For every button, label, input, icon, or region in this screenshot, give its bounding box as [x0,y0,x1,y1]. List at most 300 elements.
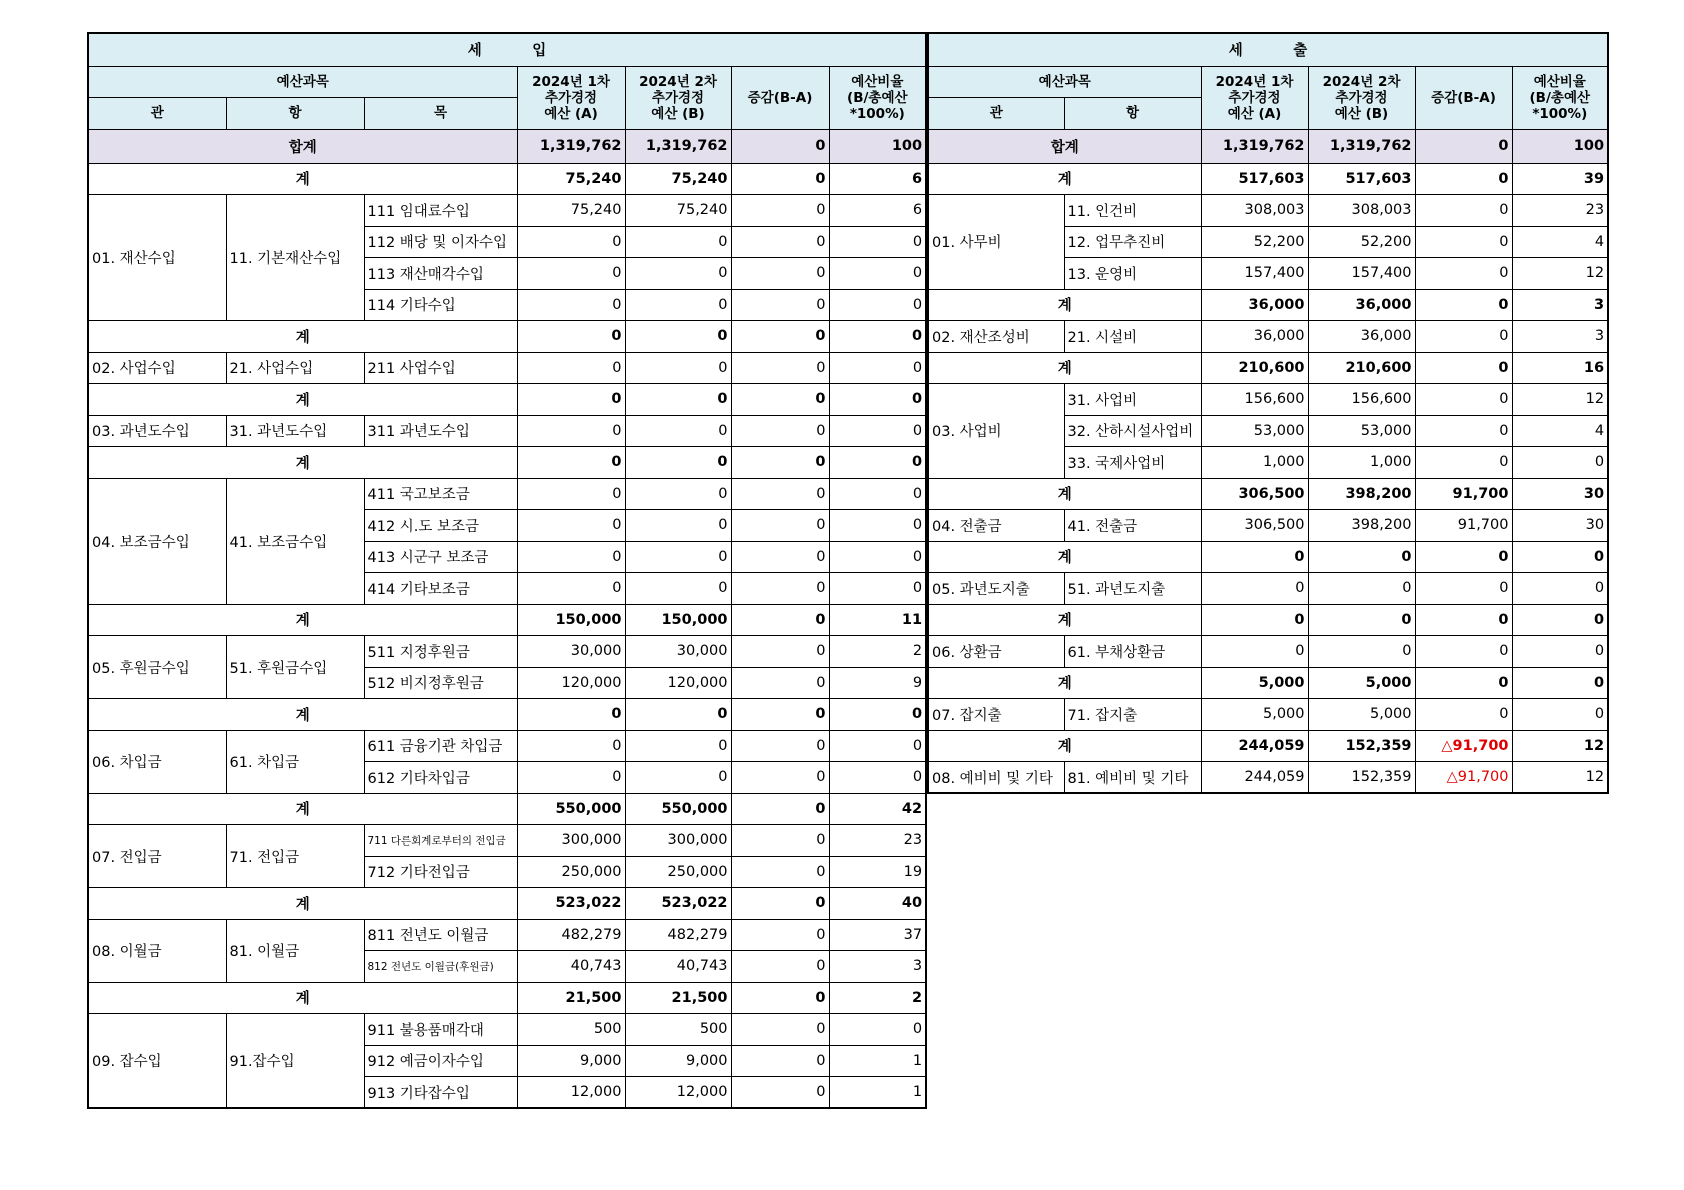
ratio-cell: 0 [1512,573,1608,605]
gwan-cell: 01. 사무비 [928,195,1064,290]
hang-cell: 91.잡수입 [226,1014,364,1109]
budget-b-cell: 0 [625,510,731,542]
budget-b-cell: 157,400 [1308,258,1415,290]
total-row [88,129,926,163]
ratio-cell: 0 [1512,699,1608,731]
budget-a-cell: 0 [1201,636,1308,668]
budget-b-cell: 0 [1308,573,1415,605]
table-row [928,573,1608,605]
diff-cell: 0 [731,919,829,951]
subtotal-row [88,699,926,731]
ratio-cell: 2 [829,982,926,1014]
budget-b-cell: 0 [1308,541,1415,573]
ratio-cell: 39 [1512,163,1608,195]
budget-b-cell: 0 [1308,604,1415,636]
gwan-cell: 09. 잡수입 [88,1014,226,1109]
ratio-cell: 12 [1512,730,1608,762]
budget-b-cell: 5,000 [1308,667,1415,699]
hang-cell: 51. 과년도지출 [1064,573,1201,605]
budget-b-cell: 1,000 [1308,447,1415,479]
diff-cell: 0 [1415,129,1512,163]
hang-cell: 11. 기본재산수입 [226,195,364,321]
diff-cell: 0 [731,1077,829,1109]
ratio-cell: 12 [1512,762,1608,794]
ratio-cell: 3 [1512,289,1608,321]
mok-cell: 311 과년도수입 [364,415,517,447]
budget-b-cell: 36,000 [1308,289,1415,321]
mok-cell: 512 비지정후원금 [364,667,517,699]
gwan-cell: 03. 과년도수입 [88,415,226,447]
budget-b-cell: 0 [625,415,731,447]
mok-cell: 113 재산매각수입 [364,258,517,290]
gwan-cell: 02. 사업수입 [88,352,226,384]
budget-b-cell: 152,359 [1308,762,1415,794]
budget-b-cell: 0 [625,762,731,794]
ratio-cell: 37 [829,919,926,951]
diff-cell: 0 [731,982,829,1014]
budget-a-cell: 306,500 [1201,510,1308,542]
diff-cell: 0 [1415,321,1512,353]
hang-cell: 32. 산하시설사업비 [1064,415,1201,447]
ratio-cell: 42 [829,793,926,825]
ratio-cell: 0 [1512,636,1608,668]
ratio-cell: 2 [829,636,926,668]
ratio-cell: 0 [829,415,926,447]
subtotal-row [928,730,1608,762]
ratio-cell: 0 [829,541,926,573]
budget-a-cell: 157,400 [1201,258,1308,290]
table-row [88,730,926,762]
ratio-cell: 6 [829,195,926,227]
budget-b-cell: 75,240 [625,163,731,195]
table-row [928,762,1608,794]
budget-a-cell: 523,022 [517,888,625,920]
table-row [928,510,1608,542]
budget-a-cell: 12,000 [517,1077,625,1109]
subtotal-row [88,163,926,195]
ratio-cell: 0 [829,699,926,731]
diff-cell: 91,700 [1415,478,1512,510]
mok-cell: 111 임대료수입 [364,195,517,227]
budget-a-cell: 0 [517,541,625,573]
diff-cell: 0 [1415,384,1512,416]
subtotal-row [928,289,1608,321]
mok-cell: 612 기타차입금 [364,762,517,794]
mok-cell: 912 예금이자수입 [364,1045,517,1077]
ratio-cell: 0 [829,321,926,353]
table-row [928,321,1608,353]
budget-b-cell: 9,000 [625,1045,731,1077]
budget-a-cell: 244,059 [1201,730,1308,762]
budget-b-cell: 1,319,762 [1308,129,1415,163]
budget-b-cell: 300,000 [625,825,731,857]
ratio-cell: 4 [1512,415,1608,447]
budget-b-cell: 0 [625,478,731,510]
expense-table [927,32,1609,794]
mok-header: 목 [364,98,517,130]
budget-a-cell: 0 [517,573,625,605]
gwan-cell: 06. 차입금 [88,730,226,793]
budget-b-cell: 0 [625,447,731,479]
ratio-cell: 1 [829,1045,926,1077]
budget-a-cell: 0 [1201,541,1308,573]
diff-cell: 0 [1415,573,1512,605]
hang-cell: 21. 사업수입 [226,352,364,384]
diff-cell: 0 [731,195,829,227]
subtotal-label: 계 [88,982,517,1014]
diff-cell: 0 [1415,226,1512,258]
budget-a-cell: 53,000 [1201,415,1308,447]
budget-a-cell: 150,000 [517,604,625,636]
subtotal-label: 계 [928,289,1201,321]
diff-cell: 0 [1415,258,1512,290]
ratio-cell: 0 [829,573,926,605]
diff-cell: 0 [1415,447,1512,479]
diff-cell: 0 [731,1014,829,1046]
mok-cell: 413 시군구 보조금 [364,541,517,573]
diff-cell: 0 [731,415,829,447]
ratio-cell: 12 [1512,258,1608,290]
budget-a-cell: 1,319,762 [517,129,625,163]
budget-b-cell: 550,000 [625,793,731,825]
mok-cell: 711 다른회계로부터의 전입금 [364,825,517,857]
expense-title: 세 출 [928,33,1608,66]
ratio-cell: 0 [1512,447,1608,479]
budget-a-cell: 1,000 [1201,447,1308,479]
subtotal-row [928,667,1608,699]
ratio-cell: 100 [829,129,926,163]
diff-cell: 0 [731,888,829,920]
diff-cell: 0 [731,793,829,825]
table-row [88,919,926,951]
budget-b-cell: 152,359 [1308,730,1415,762]
subtotal-row [928,604,1608,636]
budget-a-cell: 517,603 [1201,163,1308,195]
ratio-cell: 0 [1512,667,1608,699]
subtotal-label: 계 [928,604,1201,636]
table-row [88,478,926,510]
subtotal-row [928,352,1608,384]
budget-a-cell: 21,500 [517,982,625,1014]
gwan-cell: 01. 재산수입 [88,195,226,321]
budget-b-cell: 0 [625,321,731,353]
budget-a-cell: 5,000 [1201,699,1308,731]
income-table [87,32,927,1109]
subtotal-label: 계 [928,730,1201,762]
gwan-cell: 05. 과년도지출 [928,573,1064,605]
table-row [88,636,926,668]
budget-a-cell: 250,000 [517,856,625,888]
hang-cell: 51. 후원금수입 [226,636,364,699]
budget-b-cell: 156,600 [1308,384,1415,416]
mok-cell: 411 국고보조금 [364,478,517,510]
budget-a-cell: 9,000 [517,1045,625,1077]
budget-a-cell: 0 [517,762,625,794]
hang-cell: 41. 보조금수입 [226,478,364,604]
subtotal-label: 계 [928,478,1201,510]
budget-b-cell: 21,500 [625,982,731,1014]
diff-cell: 0 [731,636,829,668]
subtotal-row [88,321,926,353]
budget-a-cell: 40,743 [517,951,625,983]
mok-cell: 414 기타보조금 [364,573,517,605]
expense-title-row [928,33,1608,66]
diff-cell: 0 [1415,289,1512,321]
ratio-cell: 0 [829,1014,926,1046]
budget-a-cell: 0 [517,226,625,258]
ratio-cell: 0 [829,289,926,321]
ratio-cell: 9 [829,667,926,699]
hang-cell: 81. 예비비 및 기타 [1064,762,1201,794]
hang-cell: 41. 전출금 [1064,510,1201,542]
diff-cell: 0 [1415,604,1512,636]
diff-cell: 0 [731,289,829,321]
hang-cell: 33. 국제사업비 [1064,447,1201,479]
subtotal-label: 계 [928,541,1201,573]
mok-cell: 712 기타전입금 [364,856,517,888]
diff-cell: 0 [731,573,829,605]
hang-cell: 61. 부채상환금 [1064,636,1201,668]
diff-cell: 0 [1415,667,1512,699]
ratio-cell: 6 [829,163,926,195]
ratio-cell: 11 [829,604,926,636]
budget-a-cell: 300,000 [517,825,625,857]
diff-cell: 0 [731,129,829,163]
subtotal-label: 계 [88,604,517,636]
gwan-header: 관 [928,98,1064,130]
subtotal-label: 계 [88,163,517,195]
budget-b-cell: 517,603 [1308,163,1415,195]
diff-cell: 0 [731,825,829,857]
ratio-cell: 3 [829,951,926,983]
budget-b-cell: 120,000 [625,667,731,699]
hang-header: 항 [226,98,364,130]
budget-a-cell: 244,059 [1201,762,1308,794]
diff-cell: 0 [731,604,829,636]
hang-cell: 21. 시설비 [1064,321,1201,353]
budget-b-cell: 150,000 [625,604,731,636]
budget-b-cell: 250,000 [625,856,731,888]
budget-b-cell: 482,279 [625,919,731,951]
budget-a-cell: 0 [517,321,625,353]
budget-a-cell: 0 [517,699,625,731]
diff-cell: 0 [731,258,829,290]
budget-a-cell: 0 [517,352,625,384]
subtotal-label: 계 [928,352,1201,384]
income-title: 세 입 [88,33,926,66]
budget-a-cell: 0 [517,730,625,762]
subtotal-label: 계 [928,667,1201,699]
budget-a-cell: 0 [517,478,625,510]
budget-b-cell: 398,200 [1308,510,1415,542]
subtotal-row [928,541,1608,573]
hang-cell: 31. 과년도수입 [226,415,364,447]
subtotal-row [88,447,926,479]
mok-cell: 114 기타수입 [364,289,517,321]
hang-cell: 13. 운영비 [1064,258,1201,290]
table-row [88,415,926,447]
total-label: 합계 [928,129,1201,163]
hang-cell: 11. 인건비 [1064,195,1201,227]
mok-cell: 211 사업수입 [364,352,517,384]
budget-a-cell: 306,500 [1201,478,1308,510]
gwan-cell: 07. 잡지출 [928,699,1064,731]
subject-header: 예산과목 [88,66,517,98]
subtotal-row [88,793,926,825]
subtotal-label: 계 [88,447,517,479]
budget-b-header: 2024년 2차 추가경정 예산 (B) [1308,66,1415,129]
mok-cell: 913 기타잡수입 [364,1077,517,1109]
diff-cell: 91,700 [1415,510,1512,542]
budget-b-cell: 0 [625,573,731,605]
ratio-header: 예산비율 (B/총예산 *100%) [829,66,926,129]
budget-a-cell: 52,200 [1201,226,1308,258]
diff-cell: 0 [731,352,829,384]
ratio-cell: 16 [1512,352,1608,384]
gwan-cell: 06. 상환금 [928,636,1064,668]
subject-header: 예산과목 [928,66,1201,98]
total-label: 합계 [88,129,517,163]
budget-a-cell: 0 [1201,573,1308,605]
diff-cell: 0 [731,951,829,983]
budget-a-cell: 5,000 [1201,667,1308,699]
budget-a-cell: 156,600 [1201,384,1308,416]
subtotal-label: 계 [88,384,517,416]
gwan-cell: 03. 사업비 [928,384,1064,479]
mok-cell: 112 배당 및 이자수입 [364,226,517,258]
diff-cell: 0 [731,384,829,416]
subtotal-label: 계 [928,163,1201,195]
budget-b-cell: 53,000 [1308,415,1415,447]
diff-cell: 0 [1415,415,1512,447]
hang-cell: 31. 사업비 [1064,384,1201,416]
budget-a-cell: 308,003 [1201,195,1308,227]
hang-cell: 71. 전입금 [226,825,364,888]
budget-b-cell: 0 [625,352,731,384]
diff-cell: 0 [731,856,829,888]
budget-a-cell: 0 [517,289,625,321]
budget-b-cell: 40,743 [625,951,731,983]
diff-cell: 0 [1415,699,1512,731]
ratio-cell: 0 [829,762,926,794]
ratio-cell: 3 [1512,321,1608,353]
table-row [88,825,926,857]
budget-b-cell: 398,200 [1308,478,1415,510]
header-row [928,66,1608,98]
budget-a-cell: 0 [1201,604,1308,636]
ratio-cell: 19 [829,856,926,888]
ratio-cell: 0 [829,352,926,384]
budget-b-cell: 0 [625,541,731,573]
mok-cell: 812 전년도 이월금(후원금) [364,951,517,983]
ratio-cell: 0 [829,478,926,510]
budget-b-cell: 500 [625,1014,731,1046]
header-row [88,66,926,98]
gwan-cell: 02. 재산조성비 [928,321,1064,353]
budget-b-header: 2024년 2차 추가경정 예산 (B) [625,66,731,129]
subtotal-row [88,888,926,920]
table-row [928,636,1608,668]
subtotal-row [88,982,926,1014]
diff-cell: 0 [731,762,829,794]
subtotal-row [928,478,1608,510]
diff-cell: 0 [1415,163,1512,195]
gwan-cell: 07. 전입금 [88,825,226,888]
budget-b-cell: 0 [1308,636,1415,668]
ratio-cell: 0 [1512,604,1608,636]
subtotal-row [88,604,926,636]
budget-a-cell: 500 [517,1014,625,1046]
table-row [88,352,926,384]
budget-b-cell: 0 [625,226,731,258]
budget-a-cell: 0 [517,447,625,479]
budget-b-cell: 523,022 [625,888,731,920]
hang-cell: 71. 잡지출 [1064,699,1201,731]
ratio-cell: 30 [1512,478,1608,510]
ratio-cell: 0 [829,510,926,542]
budget-a-cell: 30,000 [517,636,625,668]
ratio-header: 예산비율 (B/총예산 *100%) [1512,66,1608,129]
ratio-cell: 0 [1512,541,1608,573]
budget-a-cell: 0 [517,384,625,416]
budget-a-cell: 120,000 [517,667,625,699]
budget-b-cell: 0 [625,258,731,290]
budget-b-cell: 0 [625,384,731,416]
budget-a-cell: 36,000 [1201,289,1308,321]
table-row [88,195,926,227]
budget-b-cell: 0 [625,699,731,731]
table-row [88,1014,926,1046]
ratio-cell: 23 [829,825,926,857]
gwan-header: 관 [88,98,226,130]
subtotal-label: 계 [88,888,517,920]
budget-b-cell: 308,003 [1308,195,1415,227]
budget-a-cell: 0 [517,510,625,542]
ratio-cell: 0 [829,730,926,762]
mok-cell: 811 전년도 이월금 [364,919,517,951]
hang-header: 항 [1064,98,1201,130]
diff-cell: 0 [1415,636,1512,668]
diff-cell: 0 [1415,541,1512,573]
diff-cell: △91,700 [1415,762,1512,794]
gwan-cell: 08. 이월금 [88,919,226,982]
budget-b-cell: 75,240 [625,195,731,227]
income-title-row [88,33,926,66]
diff-cell: 0 [1415,352,1512,384]
ratio-cell: 30 [1512,510,1608,542]
budget-a-cell: 482,279 [517,919,625,951]
hang-cell: 12. 업무추진비 [1064,226,1201,258]
ratio-cell: 0 [829,384,926,416]
diff-cell: 0 [731,667,829,699]
hang-cell: 61. 차입금 [226,730,364,793]
budget-a-cell: 1,319,762 [1201,129,1308,163]
budget-b-cell: 30,000 [625,636,731,668]
ratio-cell: 4 [1512,226,1608,258]
diff-cell: 0 [731,226,829,258]
gwan-cell: 08. 예비비 및 기타 [928,762,1064,794]
diff-cell: 0 [731,1045,829,1077]
diff-cell: 0 [1415,195,1512,227]
mok-cell: 511 지정후원금 [364,636,517,668]
ratio-cell: 12 [1512,384,1608,416]
table-row [928,699,1608,731]
diff-cell: 0 [731,478,829,510]
mok-cell: 412 시.도 보조금 [364,510,517,542]
ratio-cell: 0 [829,447,926,479]
diff-cell: 0 [731,447,829,479]
budget-a-cell: 0 [517,258,625,290]
